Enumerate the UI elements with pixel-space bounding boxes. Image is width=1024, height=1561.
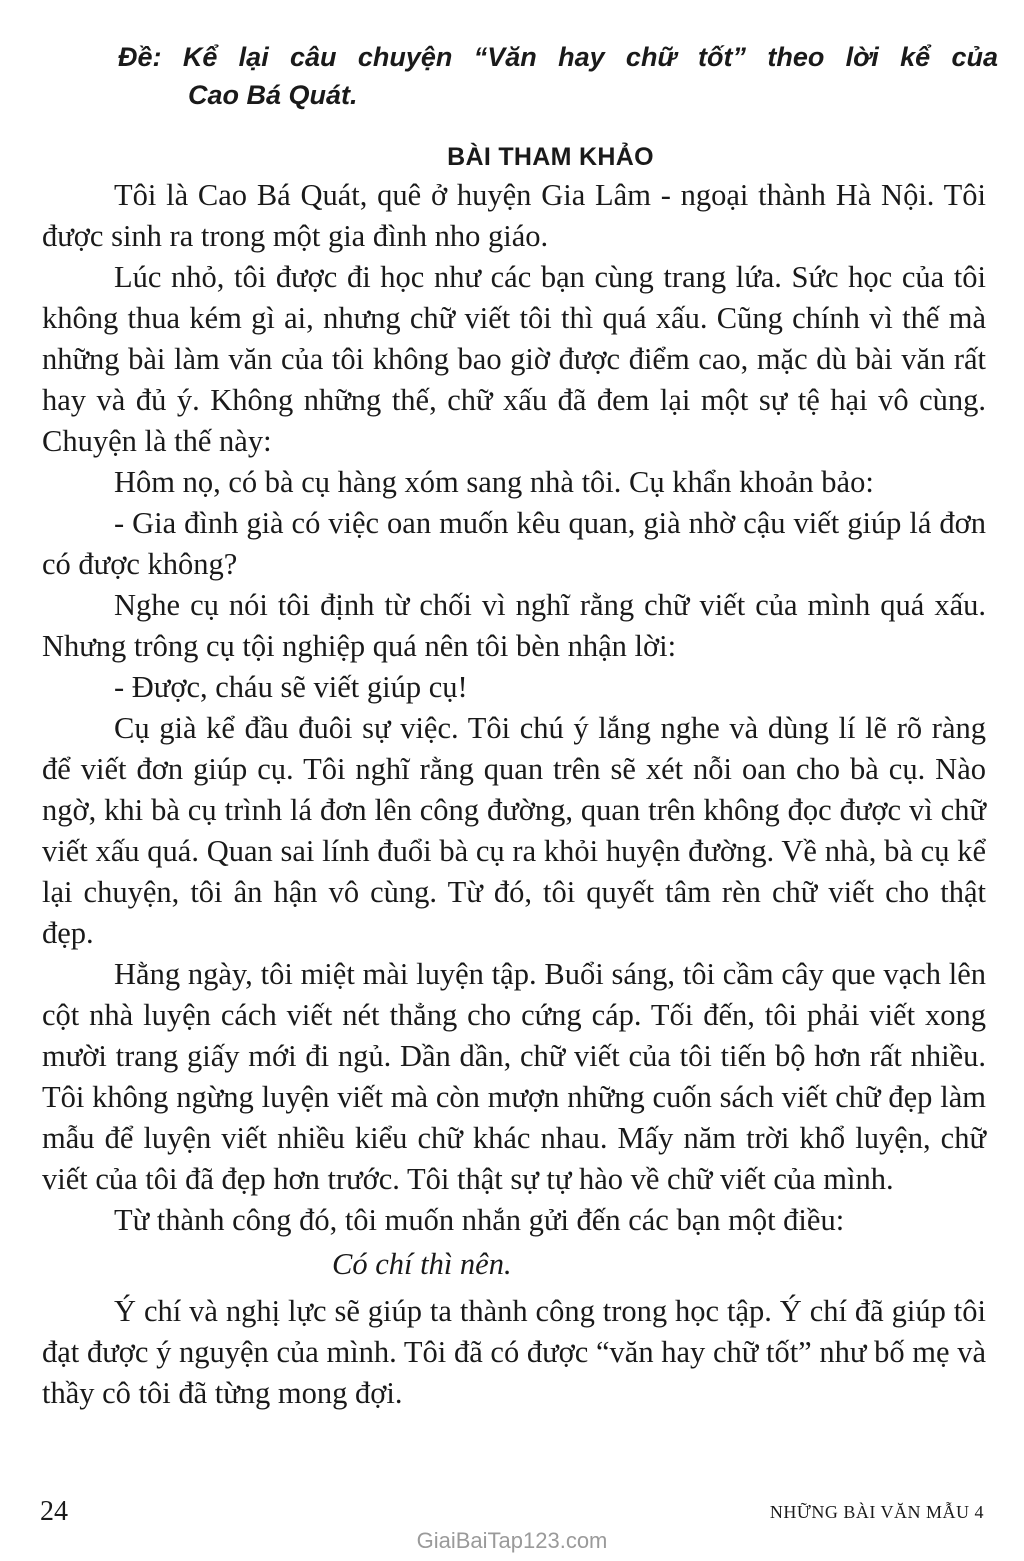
assignment-prompt-line-2: Cao Bá Quát.: [188, 80, 358, 110]
paragraph: Cụ già kể đầu đuôi sự việc. Tôi chú ý lắng nghe và dùng lí lẽ rõ ràng để viết đơn giúp cụ. Tôi nghĩ rằng quan trên sẽ xét nỗi oan cho bà cụ. Nào ngờ, khi bà cụ trình lá đơn lên công đường, quan trên không đọc được vì chữ viết xấu quá. Quan sai lính đuổi bà cụ ra khỏi huyện đường. Về nhà, bà cụ kể lại chuyện, tôi ân hận vô cùng. Từ đó, tôi quyết tâm rèn chữ viết cho thật đẹp.: [42, 711, 986, 950]
paragraph: Tôi là Cao Bá Quát, quê ở huyện Gia Lâm - ngoại thành Hà Nội. Tôi được sinh ra trong một gia đình nho giáo.: [42, 178, 986, 253]
motto: Có chí thì nên.: [332, 1247, 512, 1281]
paragraph: Hôm nọ, có bà cụ hàng xóm sang nhà tôi. Cụ khẩn khoản bảo:: [114, 465, 874, 499]
page-number: 24: [40, 1496, 68, 1527]
closing-paragraph: Ý chí và nghị lực sẽ giúp ta thành công trong học tập. Ý chí đã giúp tôi đạt được ý nguyện của mình. Tôi đã có được “văn hay chữ tốt” như bố mẹ và thầy cô tôi đã từng mong đợi.: [42, 1294, 986, 1410]
book-title: NHỮNG BÀI VĂN MẪU 4: [769, 1502, 984, 1522]
assignment-prompt-line-1: Đề: Kể lại câu chuyện “Văn hay chữ tốt” theo lời kể của: [118, 42, 998, 72]
section-heading: BÀI THAM KHẢO: [447, 143, 654, 171]
paragraph: Lúc nhỏ, tôi được đi học như các bạn cùng trang lứa. Sức học của tôi không thua kém gì ai, nhưng chữ viết tôi thì quá xấu. Cũng chính vì thế mà những bài làm văn của tôi không bao giờ được điểm cao, mặc dù bài văn rất hay và đủ ý. Không những thế, chữ xấu đã đem lại một sự tệ hại vô cùng. Chuyện là thế này:: [42, 260, 986, 458]
paragraph: - Gia đình già có việc oan muốn kêu quan, già nhờ cậu viết giúp lá đơn có được không?: [42, 506, 986, 581]
site-watermark: GiaiBaiTap123.com: [416, 1528, 608, 1553]
essay-body: [42, 175, 986, 1414]
paragraph: - Được, cháu sẽ viết giúp cụ!: [114, 670, 468, 704]
paragraph: Từ thành công đó, tôi muốn nhắn gửi đến các bạn một điều:: [114, 1203, 845, 1237]
paragraph: Hằng ngày, tôi miệt mài luyện tập. Buổi sáng, tôi cầm cây que vạch lên cột nhà luyện cách viết nét thẳng cho cứng cáp. Tối đến, tôi phải viết xong mười trang giấy mới đi ngủ. Dần dần, chữ viết của tôi tiến bộ hơn rất nhiều. Tôi không ngừng luyện viết mà còn mượn những cuốn sách viết chữ đẹp làm mẫu để luyện viết nhiều kiểu chữ khác nhau. Mấy năm trời khổ luyện, chữ viết của tôi đã đẹp hơn trước. Tôi thật sự tự hào về chữ viết của mình.: [42, 957, 986, 1196]
paragraph: Nghe cụ nói tôi định từ chối vì nghĩ rằng chữ viết của mình quá xấu. Nhưng trông cụ tội nghiệp quá nên tôi bèn nhận lời:: [42, 588, 986, 663]
